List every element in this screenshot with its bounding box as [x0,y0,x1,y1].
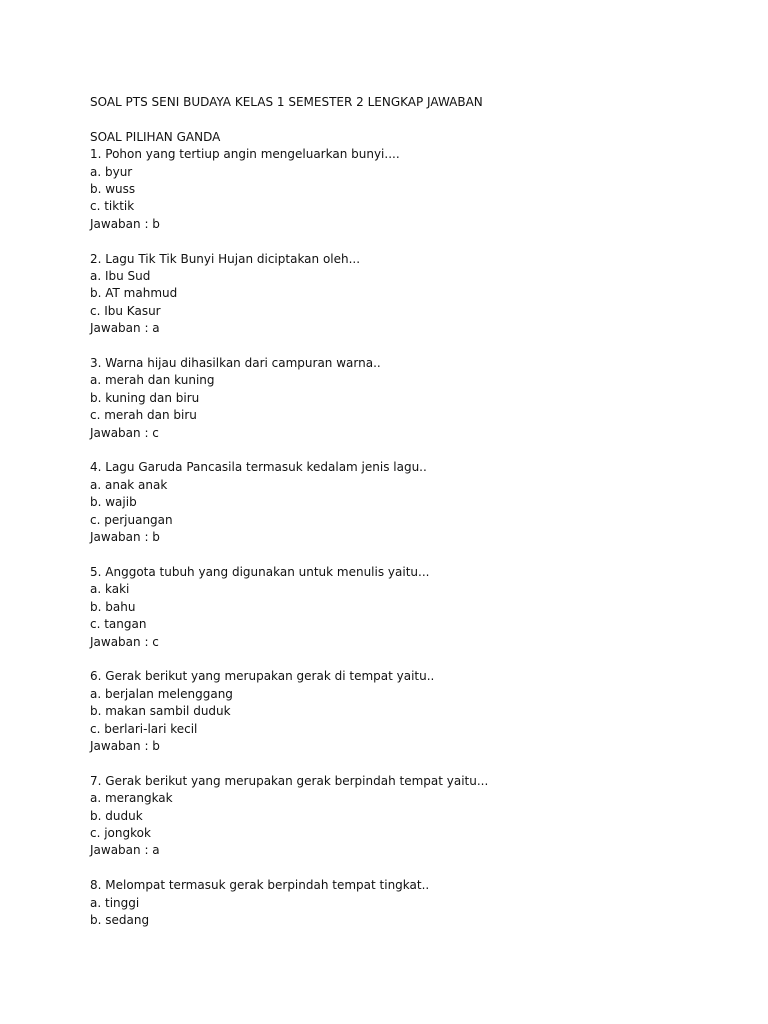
question-block [90,877,730,929]
spacer [90,547,730,564]
option-c: c. jongkok [90,825,151,840]
question-block [90,564,730,651]
spacer [90,111,730,128]
answer-text: Jawaban : c [90,425,159,440]
option-b: b. bahu [90,599,136,614]
spacer [90,442,730,459]
spacer [90,338,730,355]
question-text: 1. Pohon yang tertiup angin mengeluarkan bunyi.... [90,147,400,162]
question-text: 3. Warna hijau dihasilkan dari campuran warna.. [90,356,381,371]
answer-text: Jawaban : c [90,634,159,649]
answer-text: Jawaban : a [90,321,160,336]
option-c: c. tangan [90,617,147,632]
answer-text: Jawaban : a [90,843,160,858]
option-a: a. byur [90,164,133,179]
option-a: a. Ibu Sud [90,269,151,284]
option-a: a. merah dan kuning [90,373,215,388]
option-c: c. merah dan biru [90,408,197,423]
option-b: b. duduk [90,808,143,823]
option-b: b. wajib [90,495,137,510]
question-text: 5. Anggota tubuh yang digunakan untuk menulis yaitu... [90,564,430,579]
option-a: a. anak anak [90,477,168,492]
option-a: a. merangkak [90,791,173,806]
question-block [90,773,730,860]
document-title: SOAL PTS SENI BUDAYA KELAS 1 SEMESTER 2 LENGKAP JAWABAN [90,95,483,109]
option-b: b. wuss [90,182,136,197]
spacer [90,860,730,877]
answer-text: Jawaban : b [90,738,160,753]
question-text: 2. Lagu Tik Tik Bunyi Hujan diciptakan oleh... [90,251,361,266]
option-a: a. tinggi [90,895,140,910]
spacer [90,755,730,772]
option-c: c. tiktik [90,199,135,214]
question-text: 7. Gerak berikut yang merupakan gerak berpindah tempat yaitu... [90,773,489,788]
question-block [90,668,730,755]
question-block [90,355,730,442]
option-b: b. kuning dan biru [90,390,200,405]
spacer [90,233,730,250]
answer-text: Jawaban : b [90,216,160,231]
option-b: b. AT mahmud [90,286,178,301]
question-text: 4. Lagu Garuda Pancasila termasuk kedalam jenis lagu.. [90,460,427,475]
document-content [90,94,730,929]
question-block [90,251,730,338]
option-b: b. makan sambil duduk [90,704,231,719]
section-heading: SOAL PILIHAN GANDA [90,129,221,144]
question-text: 6. Gerak berikut yang merupakan gerak di tempat yaitu.. [90,669,435,684]
option-b: b. sedang [90,912,150,927]
option-c: c. berlari-lari kecil [90,721,198,736]
question-text: 8. Melompat termasuk gerak berpindah tempat tingkat.. [90,878,430,893]
option-a: a. kaki [90,582,130,597]
question-block [90,459,730,546]
answer-text: Jawaban : b [90,530,160,545]
spacer [90,651,730,668]
option-c: c. perjuangan [90,512,173,527]
option-a: a. berjalan melenggang [90,686,233,701]
option-c: c. Ibu Kasur [90,303,161,318]
question-block [90,146,730,233]
